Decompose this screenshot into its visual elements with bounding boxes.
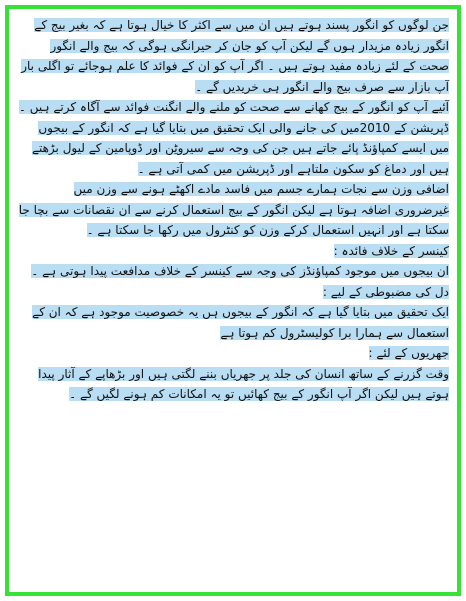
paragraph-text: ان بیجوں میں موجود کمپاؤنڈز کی وجہ سے کینسر کے خلاف مدافعت پیدا ہوتی ہے ۔: [31, 264, 449, 278]
paragraph-text: ایک تحقیق میں بتایا گیا ہے کہ انگور کے بیجوں ہں یہ خصوصیت موجود ہے کہ ان کے استعمال سے ہمارا برا کولیسٹرول کم ہوتا ہے: [32, 305, 449, 340]
paragraph-text: آئیے آپ کو انگور کے بیج کھانے سے صحت کو ملنے والے انگنت فوائد سے آگاہ کرتے ہیں ۔: [18, 100, 449, 114]
paragraph-depression: [17, 118, 449, 180]
paragraph-weight: [17, 179, 449, 241]
heading-text: دل کی مضبوطی کے لیے :: [322, 284, 449, 299]
paragraph-benefits-intro: [17, 97, 449, 118]
paragraph-text: اضافی وزن سے نجات ہمارے جسم میں فاسد مادے اکھٹے ہونے سے وزن میں غیرضروری اضافہ ہوتا ہے لیکن انگور کے بیج استعمال کرنے سے ان نقصانات سے بچا جا سکتا ہے اور انہیں استعمال کرکے وزن کو کنٹرول میں رکھا جا سکتا ہے ۔: [18, 182, 449, 237]
paragraph-text: جن لوگوں کو انگور پسند ہوتے ہیں ان میں سے اکثر کا خیال ہوتا ہے کہ بغیر بیج کے انگور زیادہ مزیدار ہوں گے لیکن آپ کو جان کر حیرانگی ہوگی کہ بیج والے انگور صحت کے لئے زیادہ مفید ہوتے ہیں ۔ اگر آپ کو ان کے فوائد کا علم ہوجائے تو اگلی بار آپ بازار سے صرف بیج والے انگور ہی خریدیں گے ۔: [21, 18, 449, 94]
paragraph-wrinkles: [17, 364, 449, 405]
heading-wrinkles: [17, 343, 449, 364]
paragraph-text: وقت گزرنے کے ساتھ انسان کی جلد پر جھریاں بننے لگتی ہیں اور بڑھاپے کے آثار پیدا ہوتے ہیں لیکن اگر آپ انگور کے بیج کھائیں تو یہ امکانات کم ہونے لگیں گے ۔: [38, 366, 449, 401]
paragraph-intro: [17, 15, 449, 97]
heading-heart: [17, 282, 449, 303]
paragraph-cancer: [17, 261, 449, 282]
heading-text: جھریوں کے لئے :: [368, 346, 449, 360]
paragraph-heart: [17, 302, 449, 343]
paragraph-text: ڈپریشن کے 2010میں کی جانے والی ایک تحقیق میں بتایا گیا ہے کہ انگور کے بیجوں میں ایسے کمپاؤنڈ پائے جاتے ہیں جن کی وجہ سے سیروٹِن اور ڈوپامین کے لیول بڑھتے ہیں اور دماغ کو سکون ملتاہے اور ڈپریشن میں کمی آتی ہے ۔: [31, 120, 449, 176]
article-body: [9, 9, 457, 405]
heading-text: کینسر کے خلاف فائدہ :: [333, 243, 449, 258]
heading-cancer: [17, 241, 449, 262]
article-frame: [5, 5, 461, 596]
